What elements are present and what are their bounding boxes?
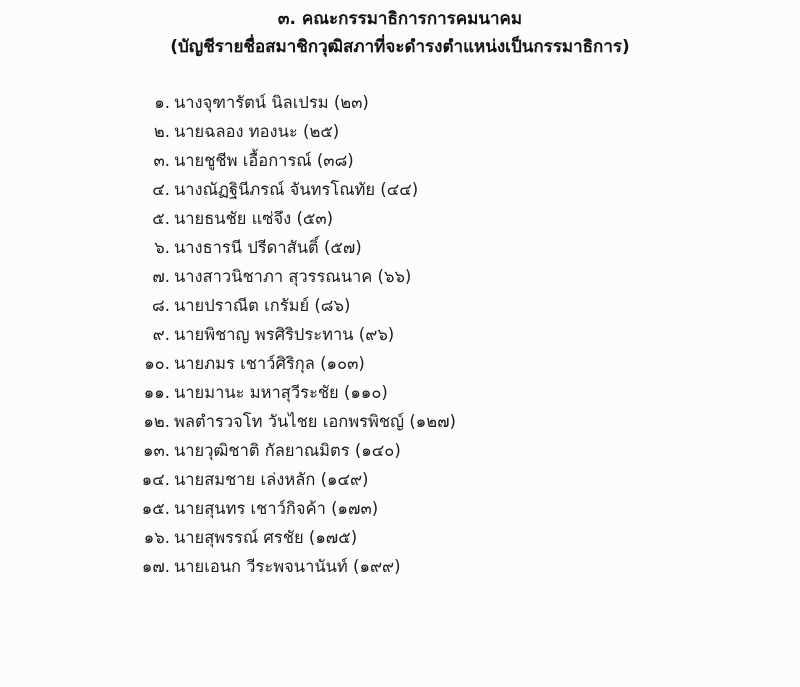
list-item	[128, 117, 456, 146]
list-item	[128, 494, 456, 523]
item-number: ๑๗.	[141, 557, 170, 576]
list-item	[128, 552, 456, 581]
document-subtitle: (บัญชีรายชื่อสมาชิกวุฒิสภาที่จะดำรงตำแหน่งเป็นกรรมาธิการ)	[170, 37, 630, 57]
item-number: ๑๐.	[144, 354, 170, 373]
member-name: นายฉลอง ทองนะ (๒๕)	[174, 122, 340, 141]
item-number: ๒.	[153, 122, 170, 141]
item-number: ๓.	[153, 151, 170, 170]
item-number: ๑๖.	[143, 528, 170, 547]
member-name: นายชูชีพ เอื้อการณ์ (๓๘)	[174, 151, 354, 170]
list-item	[128, 233, 456, 262]
member-name: นายสุนทร เชาว์กิจค้า (๑๗๓)	[174, 499, 379, 518]
member-name: นายสุพรรณ์ ศรชัย (๑๗๕)	[174, 528, 358, 547]
list-item	[128, 465, 456, 494]
member-name: นายวุฒิชาติ กัลยาณมิตร (๑๔๐)	[174, 441, 401, 460]
list-item	[128, 88, 456, 117]
member-name: นายธนชัย แซ่จึง (๕๓)	[174, 209, 334, 228]
list-item	[128, 146, 456, 175]
member-name: นายภมร เชาว์ศิริกุล (๑๐๓)	[174, 354, 365, 373]
member-name: นายปราณีต เกรัมย์ (๘๖)	[174, 296, 351, 315]
member-name: นางธารนี ปรีดาสันติ์ (๕๗)	[174, 238, 362, 257]
item-number: ๗.	[152, 267, 170, 286]
member-name: นางจุฑารัตน์ นิลเปรม (๒๓)	[174, 93, 369, 112]
list-item	[128, 320, 456, 349]
item-number: ๑๓.	[143, 441, 170, 460]
item-number: ๑๒.	[143, 412, 170, 431]
list-item	[128, 175, 456, 204]
list-item	[128, 291, 456, 320]
list-item	[128, 262, 456, 291]
member-name: พลตำรวจโท วันไชย เอกพรพิชญ์ (๑๒๗)	[174, 412, 456, 431]
list-item	[128, 436, 456, 465]
list-item	[128, 204, 456, 233]
list-item	[128, 349, 456, 378]
item-number: ๑.	[154, 93, 170, 112]
item-number: ๙.	[152, 325, 170, 344]
member-name: นายพิชาญ พรศิริประทาน (๙๖)	[174, 325, 395, 344]
item-number: ๑๔.	[141, 470, 170, 489]
member-list	[128, 88, 456, 581]
item-number: ๑๑.	[143, 383, 170, 402]
item-number: ๔.	[152, 180, 170, 199]
member-name: นายมานะ มหาสุวีระชัย (๑๑๐)	[174, 383, 388, 402]
item-number: ๘.	[152, 296, 170, 315]
item-number: ๖.	[154, 238, 170, 257]
member-name: นางสาวนิชาภา สุวรรณนาค (๖๖)	[174, 267, 412, 286]
list-item	[128, 407, 456, 436]
list-item	[128, 378, 456, 407]
member-name: นางณัฏฐินีภรณ์ จันทรโณทัย (๔๔)	[174, 180, 419, 199]
item-number: ๕.	[152, 209, 170, 228]
item-number: ๑๕.	[141, 499, 170, 518]
document-title: ๓. คณะกรรมาธิการการคมนาคม	[277, 9, 523, 29]
member-name: นายสมชาย เล่งหลัก (๑๔๙)	[174, 470, 369, 489]
list-item	[128, 523, 456, 552]
member-name: นายเอนก วีระพจนานันท์ (๑๙๙)	[174, 557, 401, 576]
